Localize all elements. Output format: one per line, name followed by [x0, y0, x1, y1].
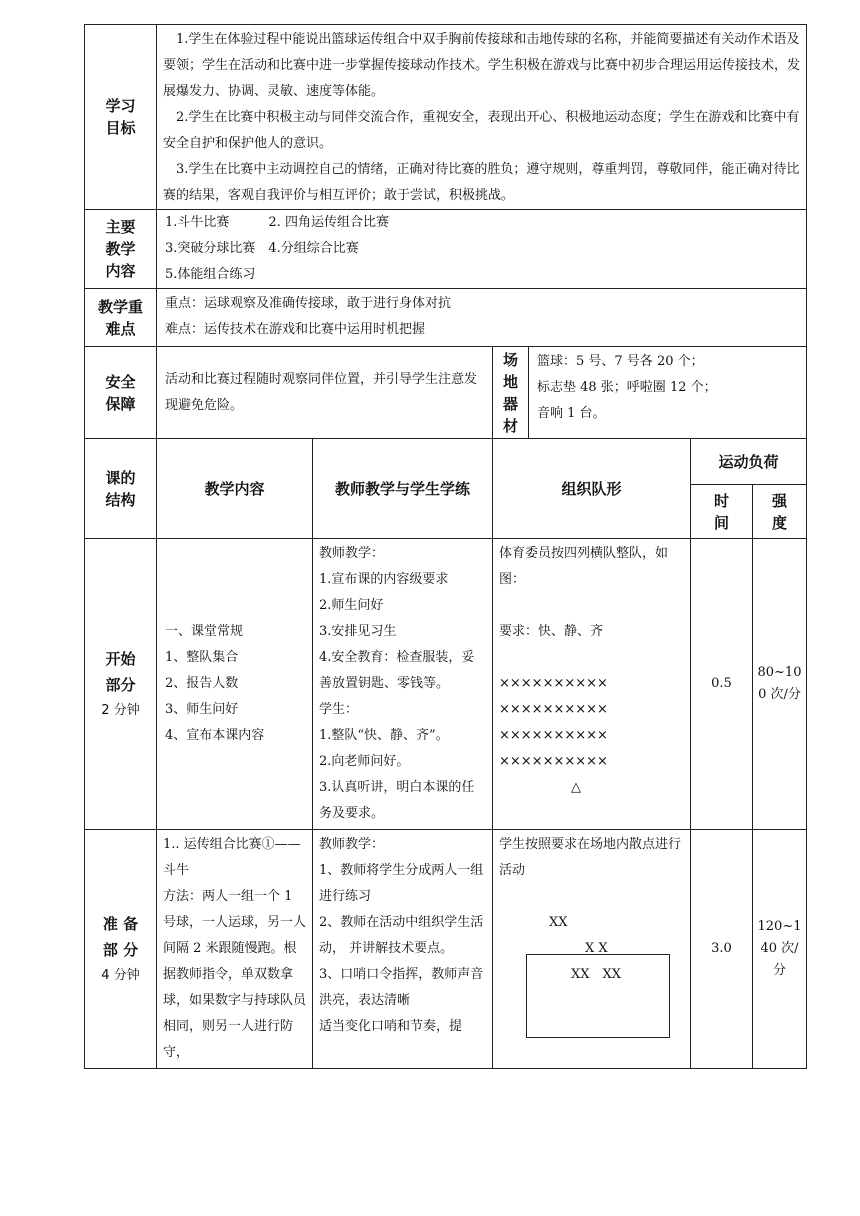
- start-duration: 2 分钟: [101, 703, 140, 718]
- start-content-line: 1、整队集合: [165, 650, 239, 665]
- start-teaching-line: 3.安排见习生: [319, 624, 397, 639]
- content-label: 主要 教学 内容: [85, 210, 157, 289]
- header-load: 运动负荷: [691, 439, 807, 485]
- start-content-line: 一、课堂常规: [165, 624, 244, 639]
- goal-item-3: 3.学生在比赛中主动调控自己的情绪，正确对待比赛的胜负；遵守规则，尊重判罚，尊敬同伴，能正确对待比赛的结果，客观自我评价与相互评价；敢于尝试，积极挑战。: [163, 162, 800, 203]
- start-content-line: 4、宣布本课内容: [165, 728, 265, 743]
- start-content-line: 2、报告人数: [165, 676, 239, 691]
- goals-label: 学习 目标: [85, 25, 157, 210]
- pair-mark: XX: [549, 915, 568, 930]
- safety-text: 活动和比赛过程随时观察同伴位置，并引导学生注意发现避免危险。: [157, 347, 493, 439]
- header-content: 教学内容: [157, 439, 313, 539]
- prep-content: 1.. 运传组合比赛①——斗牛 方法：两人一组一个 1 号球，一人运球，另一人间隔 2 米跟随慢跑。根据教师指令，单双数拿球，如果数字与持球队员相同，则另一人进行防守，: [157, 830, 313, 1069]
- venue-line: 标志垫 48 张；呼啦圈 12 个；: [537, 380, 717, 395]
- header-teaching: 教师教学与学生学练: [313, 439, 493, 539]
- pair-mark: X X: [585, 941, 608, 956]
- prep-formation-text: 学生按照要求在场地内散点进行活动: [499, 837, 682, 878]
- prep-time: 3.0: [691, 830, 753, 1069]
- content-line: 5.体能组合练习: [165, 267, 256, 282]
- start-teaching: [313, 539, 493, 830]
- start-formation-line: 体育委员按四列横队整队，如图：: [499, 546, 669, 587]
- start-teaching-line: 1.宣布课的内容级要求: [319, 572, 449, 587]
- difficulty-text: [157, 289, 807, 347]
- start-label: 开始 部分 2 分钟: [85, 539, 157, 830]
- formation-row: ××××××××××: [499, 754, 608, 769]
- header-structure: 课的 结构: [85, 439, 157, 539]
- start-formation-line: 要求：快、静、齐: [499, 624, 604, 639]
- start-teaching-line: 2.师生问好: [319, 598, 384, 613]
- venue-line: 篮球：5 号、7 号各 20 个；: [537, 354, 704, 369]
- activity-area-rectangle: [526, 954, 670, 1038]
- content-line: 1.斗牛比赛 2. 四角运传组合比赛: [165, 215, 389, 230]
- formation-row: ××××××××××: [499, 728, 608, 743]
- difficult-point: 难点：运传技术在游戏和比赛中运用时机把握: [165, 322, 426, 337]
- venue-text: [529, 347, 807, 439]
- formation-row: ××××××××××: [499, 702, 608, 717]
- safety-label: 安全 保障: [85, 347, 157, 439]
- difficulty-label: 教学重 难点: [85, 289, 157, 347]
- goal-item-2: 2.学生在比赛中积极主动与同伴交流合作，重视安全，表现出开心、积极地运动态度；学生在游戏和比赛中有安全自护和保护他人的意识。: [163, 110, 800, 151]
- prep-label: 准 备 部 分 4 分钟: [85, 830, 157, 1069]
- key-point: 重点：运球观察及准确传接球，敢于进行身体对抗: [165, 296, 452, 311]
- prep-duration: 4 分钟: [101, 968, 140, 983]
- start-content-line: 3、师生问好: [165, 702, 239, 717]
- header-intensity: 强 度: [753, 485, 807, 539]
- start-teaching-line: 3.认真听讲，明白本课的任务及要求。: [319, 780, 475, 821]
- start-teaching-line: 4.安全教育：检查服装，妥善放置钥匙、零钱等。: [319, 650, 475, 691]
- prep-teaching: 教师教学： 1、教师将学生分成两人一组进行练习 2、教师在活动中组织学生活动， 并讲解技术要点。 3、口哨口令指挥，教师声音洪亮，表达清晰 适当变化口哨和节奏，提: [313, 830, 493, 1069]
- prep-intensity: 120~140 次/分: [753, 830, 807, 1069]
- start-teaching-line: 学生：: [319, 702, 359, 717]
- start-teaching-line: 教师教学：: [319, 546, 385, 561]
- pair-mark: XX XX: [571, 967, 622, 982]
- goal-item-1: 1.学生在体验过程中能说出篮球运传组合中双手胸前传接球和击地传球的名称，并能简要描述有关动作术语及要领；学生在活动和比赛中进一步掌握传接球动作技术。学生积极在游戏与比赛中初步合理运用运传接技术，发展爆发力、协调、灵敏、速度等体能。: [163, 32, 801, 99]
- header-time: 时 间: [691, 485, 753, 539]
- formation-row: ××××××××××: [499, 676, 608, 691]
- lesson-plan-table: [84, 24, 807, 1069]
- goals-text: [157, 25, 807, 210]
- venue-line: 音响 1 台。: [537, 406, 606, 421]
- start-formation: [493, 539, 691, 830]
- start-time: 0.5: [691, 539, 753, 830]
- start-teaching-line: 2.向老师问好。: [319, 754, 410, 769]
- venue-label: 场 地 器 材: [493, 347, 529, 439]
- content-line: 3.突破分球比赛 4.分组综合比赛: [165, 241, 359, 256]
- start-content: [157, 539, 313, 830]
- teacher-triangle-mark: △: [571, 780, 581, 795]
- content-text: [157, 210, 807, 289]
- start-teaching-line: 1.整队“快、静、齐”。: [319, 728, 449, 743]
- header-formation: 组织队形: [493, 439, 691, 539]
- start-intensity: 80~100 次/分: [753, 539, 807, 830]
